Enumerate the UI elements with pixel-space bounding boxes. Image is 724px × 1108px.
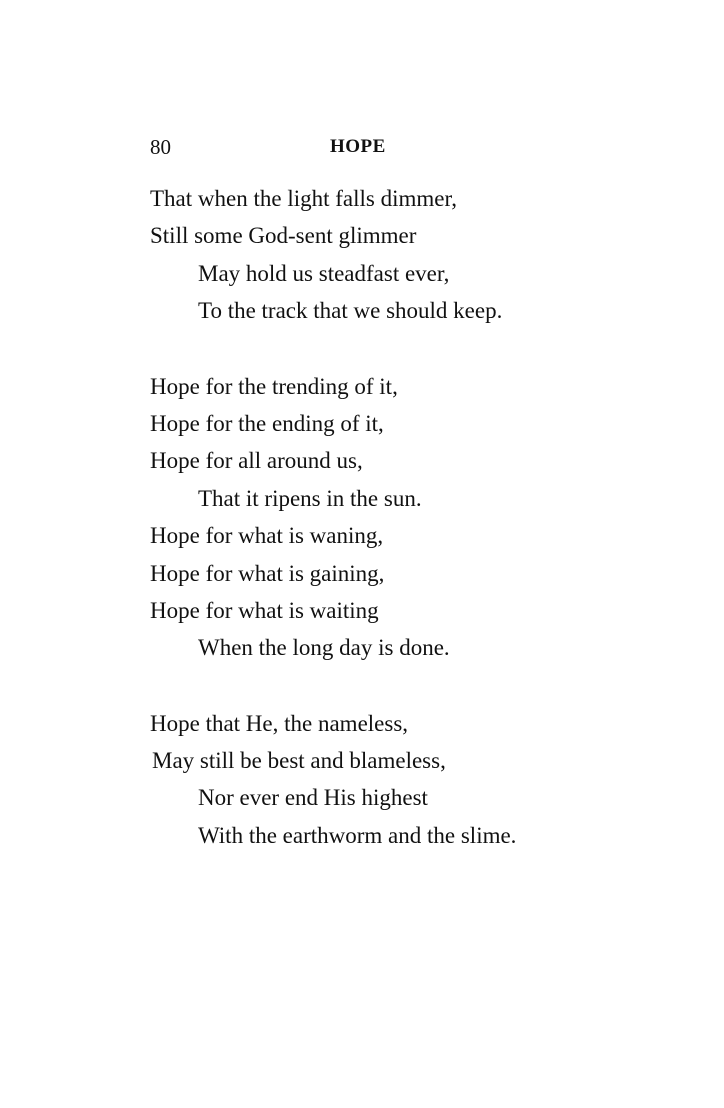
poem-line: That when the light falls dimmer, xyxy=(150,186,457,211)
stanza-3 xyxy=(150,705,670,855)
running-head xyxy=(150,134,570,160)
poem-line: Hope for all around us, xyxy=(150,448,363,474)
poem-line: Hope for what is waning, xyxy=(150,523,384,549)
poem-line: Hope for what is gaining, xyxy=(150,560,385,586)
stanza-2 xyxy=(150,368,670,667)
page-number: 80 xyxy=(150,135,171,159)
poem-line: To the track that we should keep. xyxy=(198,298,503,324)
poem-line: Nor ever end His highest xyxy=(198,785,428,811)
poem-line: May still be best and blameless, xyxy=(152,748,446,774)
running-title: HOPE xyxy=(330,136,386,157)
poem-line: May hold us steadfast ever, xyxy=(198,260,450,286)
poem xyxy=(150,180,670,892)
poem-line: With the earthworm and the slime. xyxy=(198,822,517,848)
poem-line: When the long day is done. xyxy=(198,635,450,661)
stanza-1 xyxy=(150,180,670,330)
poem-line: Hope that He, the nameless, xyxy=(150,710,409,736)
poem-line: Hope for what is waiting xyxy=(150,597,379,623)
poem-line: Still some God-sent glimmer xyxy=(150,223,417,249)
poem-line: Hope for the trending of it, xyxy=(150,373,398,399)
poem-line: That it ripens in the sun. xyxy=(198,485,422,511)
poem-line: Hope for the ending of it, xyxy=(150,410,384,436)
